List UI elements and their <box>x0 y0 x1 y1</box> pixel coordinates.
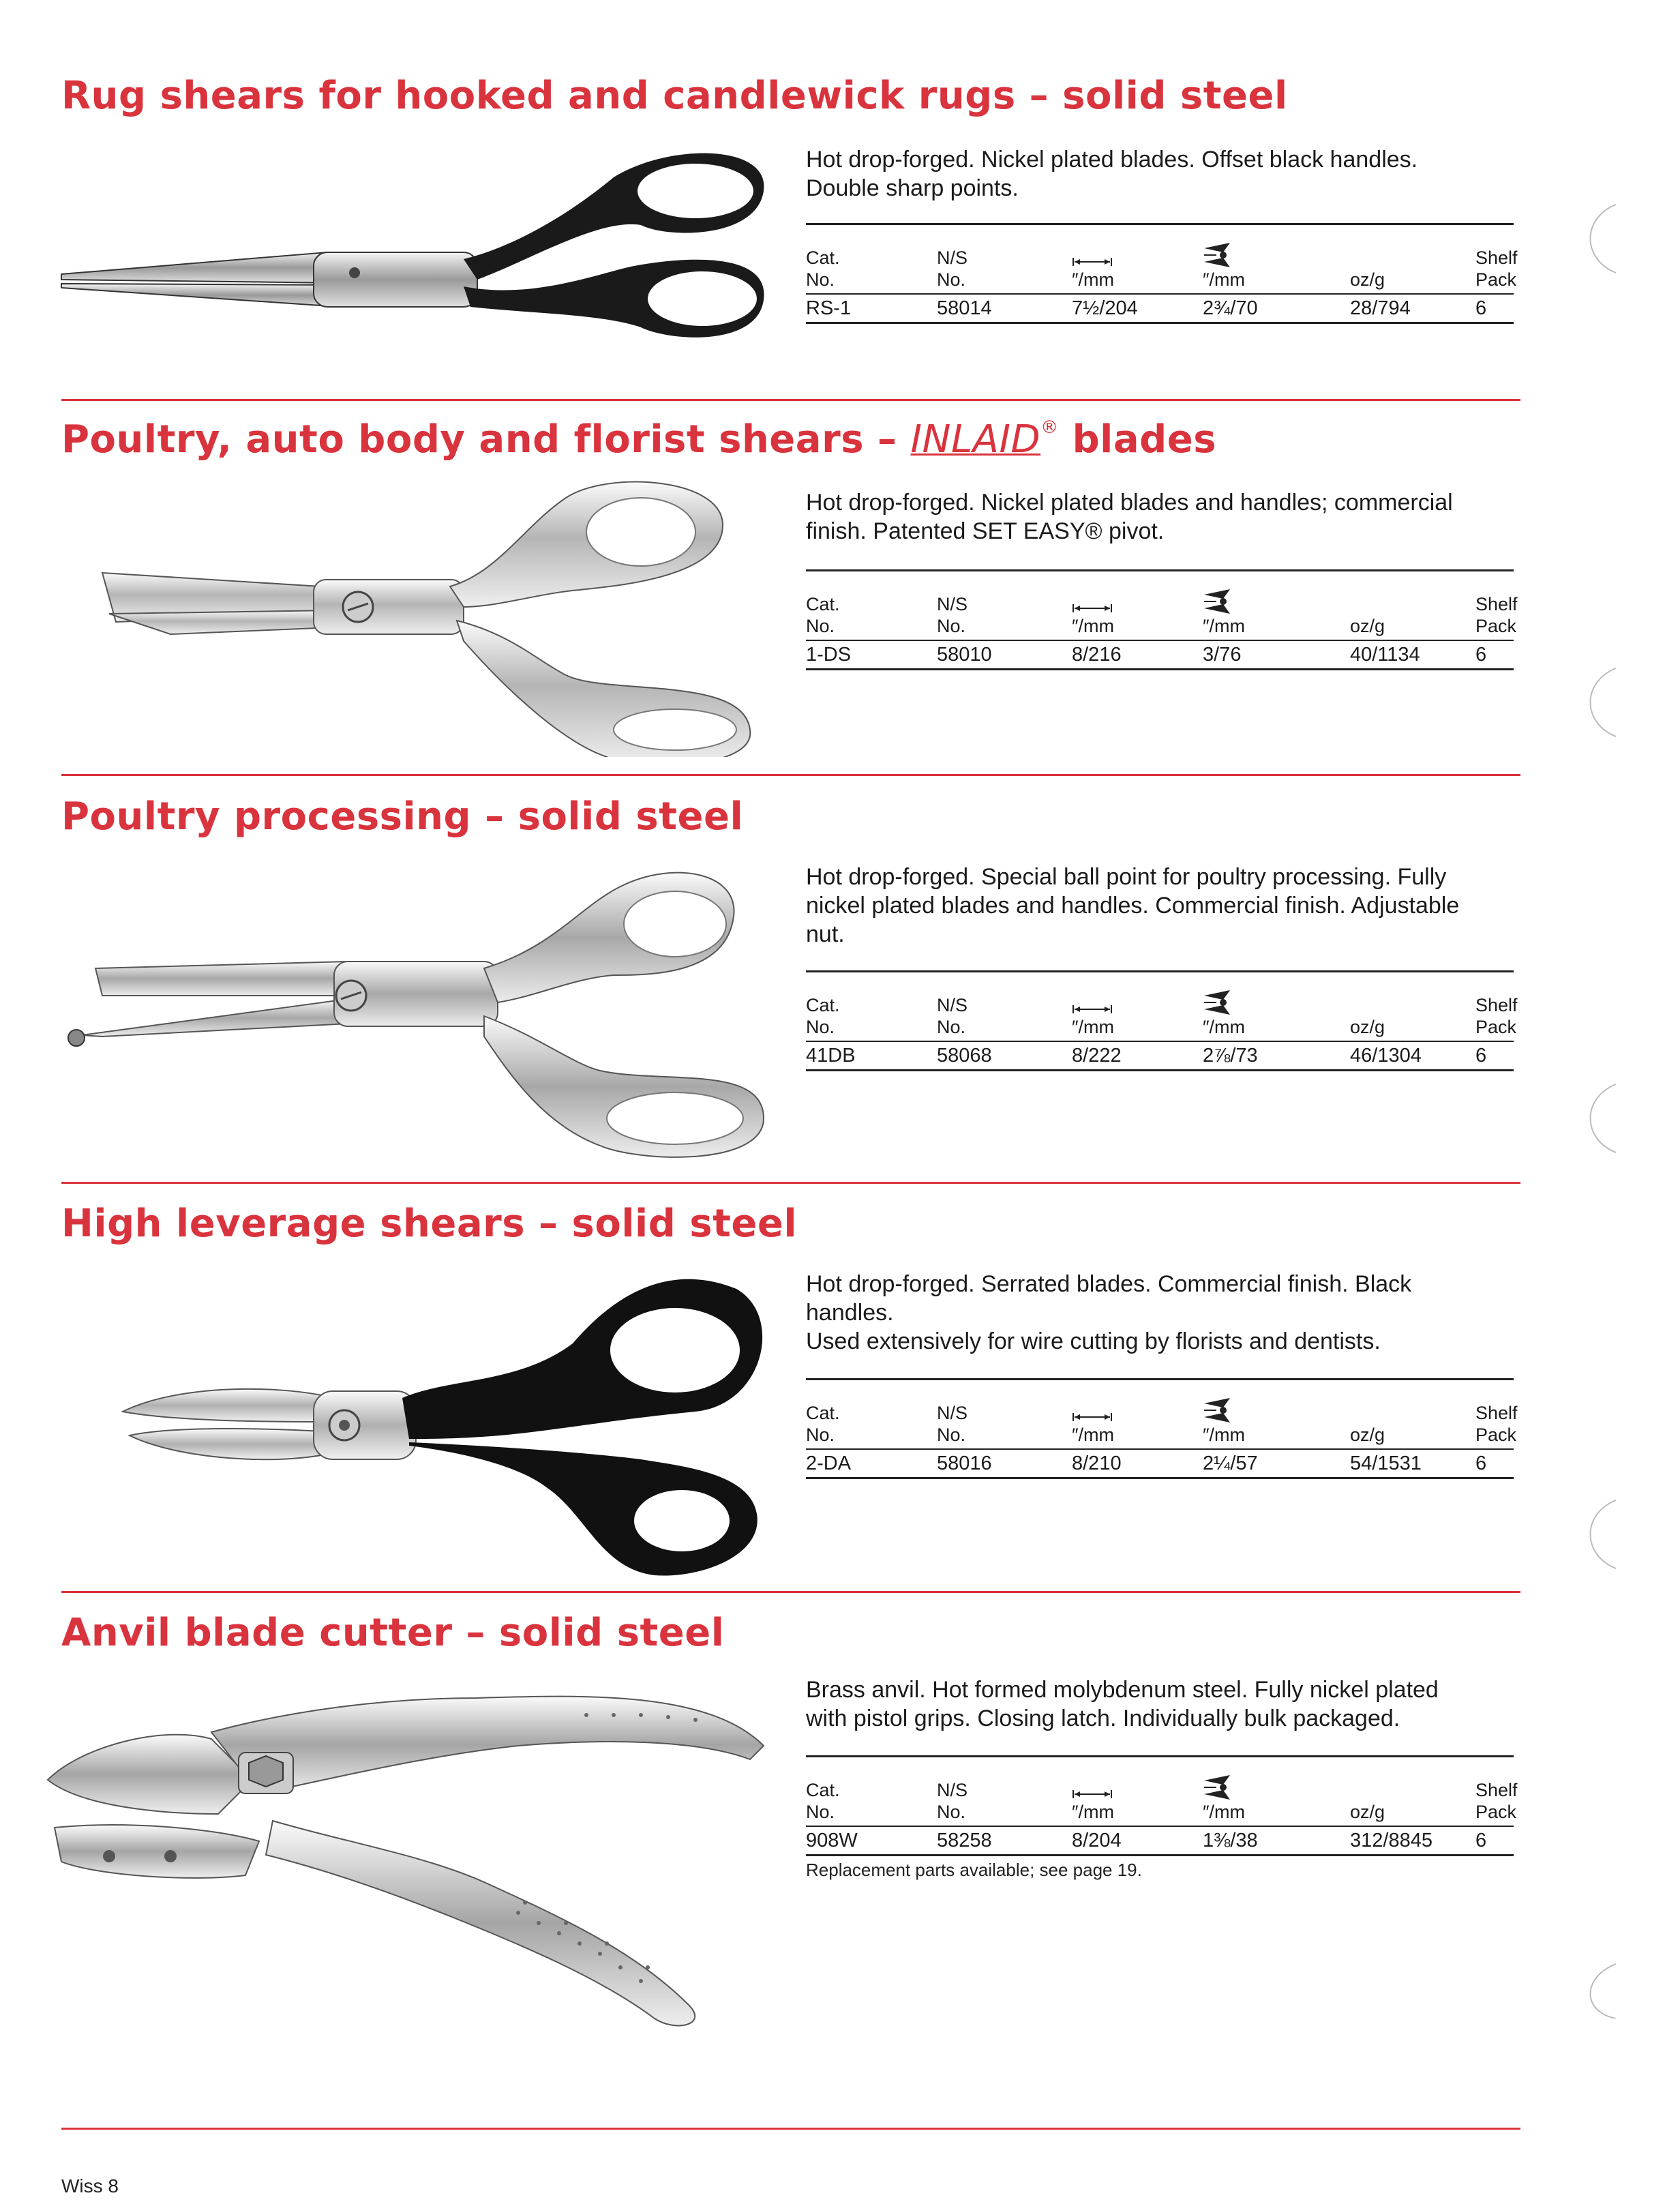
poultry-processing-description <box>806 863 1508 949</box>
length-value: 8/216 <box>1072 643 1122 666</box>
col-cat: Cat. <box>806 995 840 1015</box>
cat-no: 1-DS <box>806 643 852 666</box>
col-cat-no: No. <box>806 1017 835 1037</box>
shelf-pack-value: 6 <box>1475 1829 1487 1851</box>
col-shelf: Shelf <box>1475 1780 1518 1800</box>
col-ns-no: No. <box>937 1017 966 1037</box>
high-leverage-description <box>806 1270 1508 1356</box>
ns-no: 58014 <box>937 297 992 319</box>
cat-no: 2-DA <box>806 1452 852 1474</box>
col-ns: N/S <box>937 995 968 1015</box>
col-shelf-pack: Pack <box>1475 269 1517 290</box>
table-row <box>806 1450 1514 1477</box>
col-shelf-pack: Pack <box>1475 1425 1517 1445</box>
cat-no: 908W <box>806 1829 858 1851</box>
cutting-length-icon <box>1203 1778 1350 1801</box>
title-text: blades <box>1058 417 1217 462</box>
cat-no: 41DB <box>806 1044 856 1067</box>
page-footer: Wiss 8 <box>61 2175 119 2196</box>
cut-value: 2⅞/73 <box>1203 1044 1258 1067</box>
cut-value: 3/76 <box>1203 643 1242 666</box>
shelf-pack-value: 6 <box>1475 297 1487 319</box>
col-cut-unit: ″/mm <box>1203 616 1246 636</box>
rug-shears-illustration <box>55 143 777 348</box>
col-shelf-pack: Pack <box>1475 1017 1517 1037</box>
col-weight: oz/g <box>1350 269 1385 290</box>
col-cat: Cat. <box>806 1403 840 1423</box>
ns-no: 58258 <box>937 1829 992 1851</box>
inlaid-brand-mark: INLAID <box>910 417 1041 462</box>
description-line: with pistol grips. Closing latch. Individually bulk packaged. <box>806 1706 1400 1731</box>
description-line: handles. <box>806 1300 894 1326</box>
col-cat-no: No. <box>806 269 835 290</box>
col-ns: N/S <box>937 594 968 614</box>
col-shelf-pack: Pack <box>1475 616 1517 636</box>
blade-length-icon <box>1072 1778 1203 1801</box>
replacement-parts-note: Replacement parts available; see page 19. <box>806 1860 1142 1880</box>
section-title-rug-shears: Rug shears for hooked and candlewick rugs – solid steel <box>61 74 1288 118</box>
spec-table-1ds <box>806 569 1518 670</box>
col-shelf-pack: Pack <box>1475 1802 1517 1822</box>
binder-hole-marks <box>1568 177 1650 2019</box>
length-value: 8/210 <box>1072 1452 1122 1474</box>
col-cut-unit: ″/mm <box>1203 1017 1246 1037</box>
cut-value: 2¼/57 <box>1203 1452 1258 1474</box>
col-cat: Cat. <box>806 1780 840 1800</box>
description-line: Hot drop-forged. Nickel plated blades. Offset black handles. <box>806 147 1418 173</box>
anvil-blade-cutter-illustration <box>41 1678 777 2032</box>
col-cat-no: No. <box>806 1802 835 1822</box>
col-weight: oz/g <box>1350 1425 1385 1445</box>
col-length-unit: ″/mm <box>1072 269 1115 290</box>
col-weight: oz/g <box>1350 1017 1385 1037</box>
high-leverage-shears-illustration <box>109 1268 777 1582</box>
description-line: Hot drop-forged. Nickel plated blades and handles; commercial <box>806 490 1453 516</box>
cutting-length-icon <box>1203 993 1350 1016</box>
description-line: nut. <box>806 921 845 947</box>
section-title-high-leverage: High leverage shears – solid steel <box>61 1202 798 1246</box>
description-line: Hot drop-forged. Serrated blades. Commercial finish. Black <box>806 1271 1412 1297</box>
footer-divider <box>61 2128 1520 2130</box>
col-ns: N/S <box>937 1780 968 1800</box>
section-title-poultry-auto-florist <box>61 417 1216 462</box>
title-text: Poultry, auto body and florist shears – <box>61 417 911 462</box>
ns-no: 58016 <box>937 1452 992 1474</box>
col-cat-no: No. <box>806 1425 835 1445</box>
col-cut-unit: ″/mm <box>1203 1802 1246 1822</box>
col-ns: N/S <box>937 1403 968 1423</box>
blade-length-icon <box>1072 245 1203 269</box>
col-shelf: Shelf <box>1475 1403 1518 1423</box>
description-line: Used extensively for wire cutting by florists and dentists. <box>806 1328 1381 1354</box>
weight-value: 312/8845 <box>1350 1829 1432 1851</box>
length-value: 8/222 <box>1072 1044 1122 1067</box>
col-cat: Cat. <box>806 594 840 614</box>
shelf-pack-value: 6 <box>1475 1044 1487 1067</box>
col-weight: oz/g <box>1350 1802 1385 1822</box>
col-cut-unit: ″/mm <box>1203 269 1246 290</box>
description-line: finish. Patented SET EASY® pivot. <box>806 518 1165 544</box>
weight-value: 46/1304 <box>1350 1044 1422 1067</box>
description-line: Brass anvil. Hot formed molybdenum steel. Fully nickel plated <box>806 1677 1439 1703</box>
anvil-blade-cutter-description <box>806 1676 1508 1733</box>
col-length-unit: ″/mm <box>1072 616 1115 636</box>
cutting-length-icon <box>1203 1401 1350 1424</box>
col-length-unit: ″/mm <box>1072 1802 1115 1822</box>
weight-value: 40/1134 <box>1350 643 1420 666</box>
weight-value: 28/794 <box>1350 297 1411 319</box>
col-cut-unit: ″/mm <box>1203 1425 1246 1445</box>
cut-value: 1⅜/38 <box>1203 1829 1258 1851</box>
cut-value: 2¾/70 <box>1203 297 1258 319</box>
weight-value: 54/1531 <box>1350 1452 1422 1474</box>
description-line: nickel plated blades and handles. Commercial finish. Adjustable <box>806 893 1460 919</box>
col-shelf: Shelf <box>1475 995 1518 1015</box>
col-ns-no: No. <box>937 1425 966 1445</box>
col-shelf: Shelf <box>1475 594 1518 614</box>
section-divider <box>61 1591 1520 1593</box>
col-shelf: Shelf <box>1475 248 1518 268</box>
cat-no: RS-1 <box>806 297 852 319</box>
shelf-pack-value: 6 <box>1475 643 1487 666</box>
col-length-unit: ″/mm <box>1072 1425 1115 1445</box>
cutting-length-icon <box>1203 592 1350 615</box>
col-ns-no: No. <box>937 269 966 290</box>
col-ns: N/S <box>937 248 968 268</box>
table-row <box>806 1827 1514 1854</box>
blade-length-icon <box>1072 993 1203 1016</box>
description-line: Hot drop-forged. Special ball point for poultry processing. Fully <box>806 864 1447 890</box>
spec-table-2da <box>806 1378 1518 1479</box>
poultry-processing-shears-illustration <box>61 859 777 1166</box>
spec-table-908w <box>806 1755 1518 1856</box>
col-cat-no: No. <box>806 616 835 636</box>
section-divider <box>61 774 1520 776</box>
col-cat: Cat. <box>806 248 840 268</box>
section-title-poultry-processing: Poultry processing – solid steel <box>61 794 744 839</box>
section-title-anvil-blade-cutter: Anvil blade cutter – solid steel <box>61 1611 725 1655</box>
table-row <box>806 1042 1514 1069</box>
ns-no: 58010 <box>937 643 992 666</box>
blade-length-icon <box>1072 1401 1203 1424</box>
poultry-auto-florist-description <box>806 488 1508 546</box>
ns-no: 58068 <box>937 1044 992 1067</box>
spec-table-rs1 <box>806 223 1518 324</box>
poultry-auto-florist-shears-illustration <box>89 471 770 757</box>
rug-shears-description <box>806 145 1508 203</box>
col-length-unit: ″/mm <box>1072 1017 1115 1037</box>
spec-table-41db <box>806 970 1518 1071</box>
table-row <box>806 641 1514 668</box>
cutting-length-icon <box>1203 245 1350 269</box>
blade-length-icon <box>1072 592 1203 615</box>
col-ns-no: No. <box>937 1802 966 1822</box>
table-row <box>806 295 1514 322</box>
shelf-pack-value: 6 <box>1475 1452 1487 1474</box>
length-value: 7½/204 <box>1072 297 1138 319</box>
col-weight: oz/g <box>1350 616 1385 636</box>
section-divider <box>61 1182 1520 1184</box>
col-ns-no: No. <box>937 616 966 636</box>
length-value: 8/204 <box>1072 1829 1122 1851</box>
description-line: Double sharp points. <box>806 175 1019 201</box>
registered-mark: ® <box>1040 417 1059 438</box>
section-divider <box>61 399 1520 401</box>
